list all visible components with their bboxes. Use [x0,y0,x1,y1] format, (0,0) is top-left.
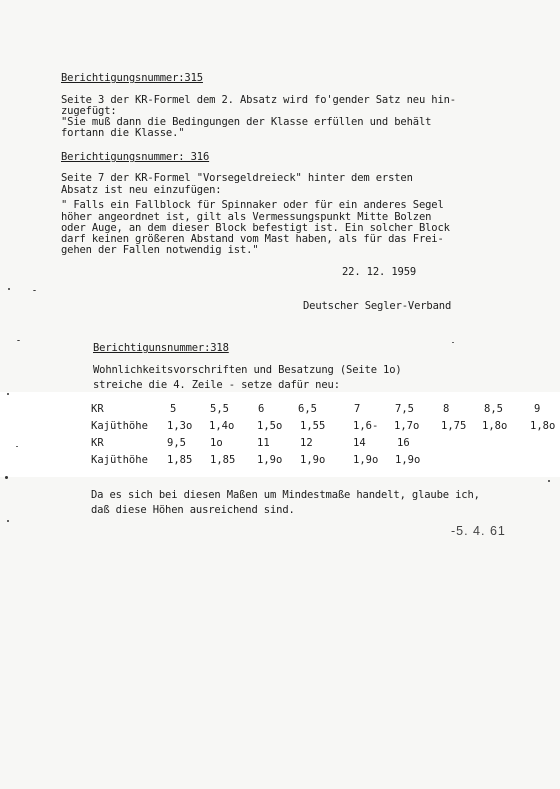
table-cell: 5 [170,403,177,415]
text-line: fortann die Klasse." [61,127,185,139]
table-cell: 14 [353,437,366,449]
table-cell: 1,7o [394,420,420,432]
correction-heading-315: Berichtigungsnummer:315 [61,72,203,84]
table-cell: 1,9o [353,454,379,466]
scan-speck [7,393,9,395]
correction-heading-318: Berichtigunsnummer:318 [93,342,229,354]
table-cell: 1,8o [482,420,508,432]
signature-organisation: Deutscher Segler-Verband [303,300,452,312]
scan-speck [548,480,550,482]
scan-speck [8,288,10,290]
table-cell: 7 [354,403,361,415]
text-line: höher angeordnet ist, gilt als Vermessungspunkt Mitte Bolzen [61,211,432,223]
text-line: streiche die 4. Zeile - setze dafür neu: [93,379,340,391]
text-line: Absatz ist neu einzufügen: [61,184,222,196]
table-cell: 1,3o [167,420,193,432]
text-line: Seite 7 der KR-Formel "Vorsegeldreieck" hinter dem ersten [61,172,413,184]
table-cell: 1,9o [395,454,421,466]
text-line: daß diese Höhen ausreichend sind. [91,504,295,516]
table-cell: 1,6- [353,420,379,432]
table-cell: 1,75 [441,420,467,432]
date-stamp: -5. 4. 61 [451,524,506,538]
scan-speck [7,520,9,522]
table-cell: 8 [443,403,450,415]
table-cell: 12 [300,437,313,449]
table-cell: 1,55 [300,420,326,432]
table-cell: 9,5 [167,437,186,449]
text-line: " Falls ein Fallblock für Spinnaker oder für ein anderes Segel [61,199,444,211]
scan-speck [5,476,8,479]
table-cell: 6 [258,403,265,415]
text-line: zugefügt: [61,105,117,117]
text-line: Da es sich bei diesen Maßen um Mindestmaße handelt, glaube ich, [91,489,480,501]
table-cell: 1,85 [167,454,193,466]
scan-speck [16,446,18,447]
table-cell: Kajüthöhe [91,454,148,466]
table-cell: 1o [210,437,223,449]
scan-speck [17,340,20,341]
table-cell: 1,4o [209,420,235,432]
table-cell: 1,5o [257,420,283,432]
table-cell: 8,5 [484,403,503,415]
text-line: Seite 3 der KR-Formel dem 2. Absatz wird fo'gender Satz neu hin- [61,94,456,106]
table-cell: 5,5 [210,403,229,415]
table-cell: 16 [397,437,410,449]
table-cell: 9 [534,403,541,415]
text-line: darf keinen größeren Abstand vom Mast haben, als für das Frei- [61,233,444,245]
scan-speck [452,342,454,343]
table-cell: 11 [257,437,270,449]
text-line: oder Auge, an dem dieser Block befestigt ist. Ein solcher Block [61,222,450,234]
text-line: "Sie muß dann die Bedingungen der Klasse erfüllen und behält [61,116,432,128]
table-cell: 1,9o [300,454,326,466]
table-cell: Kajüthöhe [91,420,148,432]
table-cell: KR [91,403,104,415]
scan-speck [33,290,36,291]
correction-heading-316: Berichtigungsnummer: 316 [61,151,210,163]
table-cell: 1,8o [530,420,556,432]
table-cell: 1,9o [257,454,283,466]
table-cell: 7,5 [395,403,414,415]
table-cell: 6,5 [298,403,317,415]
text-line: Wohnlichkeitsvorschriften und Besatzung (Seite 1o) [93,364,402,376]
document-date: 22. 12. 1959 [342,266,417,278]
text-line: gehen der Fallen notwendig ist." [61,244,259,256]
table-cell: 1,85 [210,454,236,466]
table-cell: KR [91,437,104,449]
